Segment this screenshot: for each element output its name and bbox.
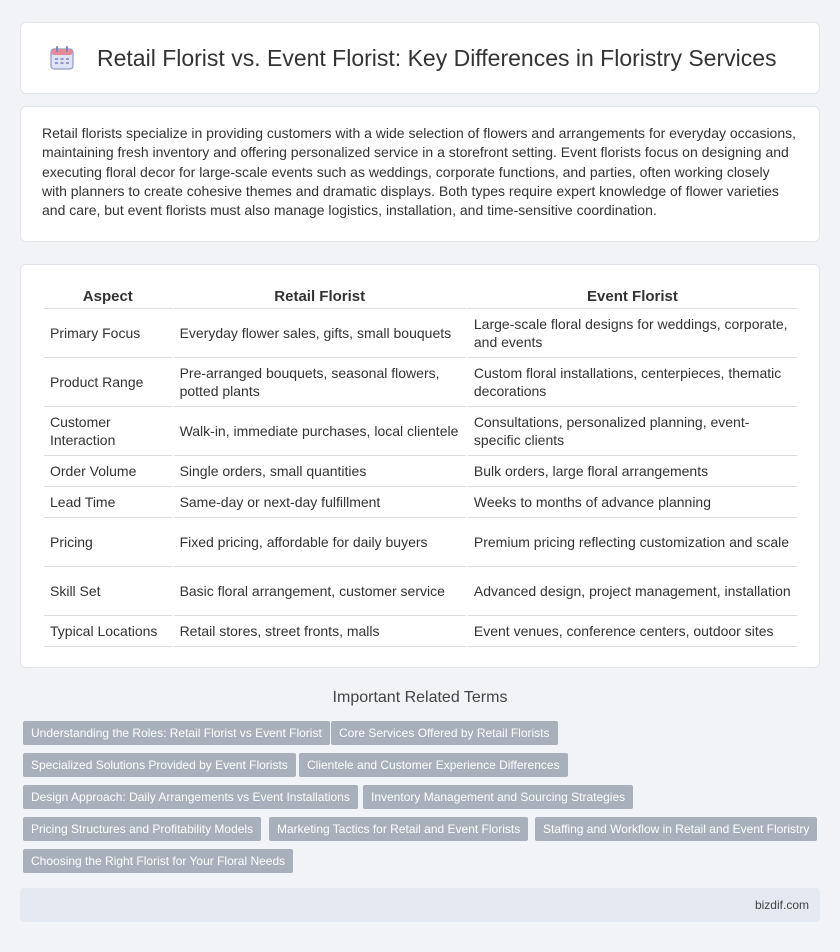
table-header-row xyxy=(44,285,797,309)
table-row xyxy=(44,358,797,407)
related-terms-title: Important Related Terms xyxy=(332,689,508,706)
retail-cell: Single orders, small quantities xyxy=(174,456,466,487)
page-title: Retail Florist vs. Event Florist: Key Differences in Floristry Services xyxy=(97,45,777,71)
site-name[interactable]: bizdif.com xyxy=(754,898,809,912)
related-term-tag[interactable]: Design Approach: Daily Arrangements vs Event Installations xyxy=(23,785,358,809)
calendar-icon xyxy=(48,44,76,72)
event-cell: Weeks to months of advance planning xyxy=(468,487,797,518)
table-row xyxy=(44,407,797,456)
related-term-tag[interactable]: Core Services Offered by Retail Florists xyxy=(331,721,558,745)
related-term-tag[interactable]: Pricing Structures and Profitability Models xyxy=(23,817,261,841)
related-term-tag[interactable]: Marketing Tactics for Retail and Event Florists xyxy=(269,817,528,841)
header-card xyxy=(20,22,820,94)
retail-cell: Walk-in, immediate purchases, local clientele xyxy=(174,407,466,456)
header-retail-florist: Retail Florist xyxy=(174,285,466,309)
event-cell: Advanced design, project management, installation xyxy=(468,567,797,616)
related-term-tag[interactable]: Staffing and Workflow in Retail and Event Floristry xyxy=(535,817,817,841)
retail-cell: Basic floral arrangement, customer service xyxy=(174,567,466,616)
header-event-florist: Event Florist xyxy=(468,285,797,309)
aspect-cell: Primary Focus xyxy=(44,309,172,358)
table-row xyxy=(44,567,797,616)
related-term-tag[interactable]: Understanding the Roles: Retail Florist vs Event Florist xyxy=(23,721,330,745)
event-cell: Consultations, personalized planning, event-specific clients xyxy=(468,407,797,456)
aspect-cell: Typical Locations xyxy=(44,616,172,647)
intro-text: Retail florists specialize in providing customers with a wide selection of flowers and arrangements for everyday occasions, maintaining fresh inventory and offering personalized service in a storefront setting. Event florists focus on designing and executing floral decor for large-scale events such as weddings, corporate functions, and parties, often working closely with planners to create cohesive themes and dramatic displays. Both types require expert knowledge of flower varieties and care, but event florists must also manage logistics, installation, and time-sensitive coordination. xyxy=(42,125,797,219)
related-term-tag[interactable]: Clientele and Customer Experience Differences xyxy=(299,753,568,777)
related-term-tag[interactable]: Inventory Management and Sourcing Strategies xyxy=(363,785,633,809)
event-cell: Bulk orders, large floral arrangements xyxy=(468,456,797,487)
related-term-tag[interactable]: Specialized Solutions Provided by Event Florists xyxy=(23,753,296,777)
aspect-cell: Product Range xyxy=(44,358,172,407)
event-cell: Custom floral installations, centerpieces, thematic decorations xyxy=(468,358,797,407)
table-row xyxy=(44,309,797,358)
retail-cell: Same-day or next-day fulfillment xyxy=(174,487,466,518)
retail-cell: Everyday flower sales, gifts, small bouquets xyxy=(174,309,466,358)
aspect-cell: Pricing xyxy=(44,518,172,567)
table-row xyxy=(44,616,797,647)
table-row xyxy=(44,487,797,518)
retail-cell: Retail stores, street fronts, malls xyxy=(174,616,466,647)
retail-cell: Pre-arranged bouquets, seasonal flowers, potted plants xyxy=(174,358,466,407)
event-cell: Event venues, conference centers, outdoor sites xyxy=(468,616,797,647)
header-aspect: Aspect xyxy=(44,285,172,309)
aspect-cell: Lead Time xyxy=(44,487,172,518)
aspect-cell: Customer Interaction xyxy=(44,407,172,456)
retail-cell: Fixed pricing, affordable for daily buyers xyxy=(174,518,466,567)
event-cell: Premium pricing reflecting customization and scale xyxy=(468,518,797,567)
intro-card xyxy=(20,106,820,242)
table-row xyxy=(44,456,797,487)
footer xyxy=(20,888,820,922)
comparison-table-card xyxy=(20,264,820,668)
table-row xyxy=(44,518,797,567)
aspect-cell: Skill Set xyxy=(44,567,172,616)
comparison-table xyxy=(42,285,799,647)
aspect-cell: Order Volume xyxy=(44,456,172,487)
related-term-tag[interactable]: Choosing the Right Florist for Your Floral Needs xyxy=(23,849,293,873)
event-cell: Large-scale floral designs for weddings, corporate, and events xyxy=(468,309,797,358)
